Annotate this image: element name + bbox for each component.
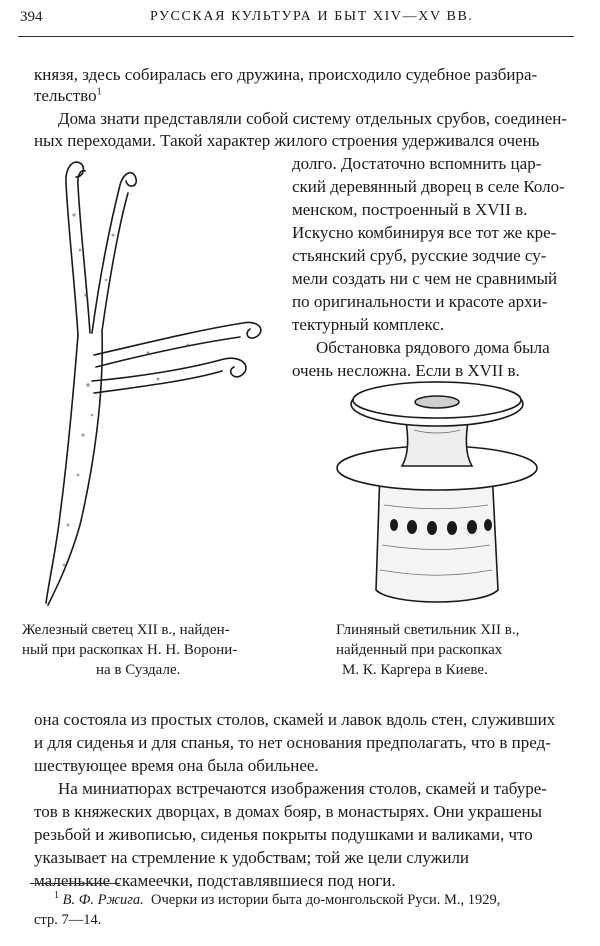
- figure-left-caption-line: Железный светец XII в., найден-: [22, 622, 230, 638]
- footnote-number: 1: [54, 890, 59, 902]
- footnote-author: В. Ф. Ржига.: [62, 892, 144, 908]
- text-line: тектурный комплекс.: [292, 315, 445, 334]
- text-line: резьбой и живописью, сиденья покрыты подушками и валиками, что: [34, 825, 533, 844]
- figure-left-caption-line: на в Суздале.: [96, 662, 181, 678]
- text-line: менском, построенный в XVII в.: [292, 200, 528, 219]
- text-line: указывает на стремление к удобствам; той же цели служили: [34, 848, 470, 867]
- figure-right-caption-line: М. К. Каргера в Киеве.: [342, 662, 488, 678]
- text-line: Искусно комбинируя все тот же кре-: [292, 223, 557, 242]
- footnote-rule: [30, 883, 120, 884]
- text-line: по оригинальности и красоте архи-: [292, 292, 548, 311]
- figure-right-caption-line: Глиняный светильник XII в.,: [336, 622, 520, 638]
- text-line: тельство$^1$: [34, 86, 102, 105]
- text-line: маленькие скамеечки, подставлявшиеся под ноги.: [34, 871, 396, 890]
- header-rule: [18, 36, 574, 37]
- text-line: На миниатюрах встречаются изображения столов, скамей и табуре-: [58, 779, 547, 798]
- iron-torch-holder-illustration: [28, 155, 273, 610]
- footnote: [54, 890, 500, 910]
- text-line: очень несложна. Если в XVII в.: [292, 361, 520, 380]
- text-line: тов в княжеских дворцах, в домах бояр, в монастырях. Они украшены: [34, 802, 543, 821]
- text-line: и для сиденья и для спанья, то нет основания предполагать, что в пред-: [34, 733, 551, 752]
- page-number: 394: [20, 9, 43, 25]
- footnote-text-line: стр. 7—14.: [34, 912, 102, 928]
- text-line: Дома знати представляли собой систему отдельных срубов, соединен-: [58, 109, 568, 128]
- text-line: Обстановка рядового дома была: [316, 338, 550, 357]
- footnote-text: Очерки из истории быта до-монгольской Руси. М., 1929,: [151, 892, 501, 908]
- text-line: мели создать ни с чем не сравнимый: [292, 269, 558, 288]
- text-line: стьянский сруб, русские зодчие су-: [292, 246, 547, 265]
- text-line: она состояла из простых столов, скамей и лавок вдоль стен, служивших: [34, 710, 556, 729]
- figure-left-caption-line: ный при раскопках Н. Н. Ворони-: [22, 642, 238, 658]
- figure-right-caption-line: найденный при раскопках: [336, 642, 503, 658]
- text-line: ский деревянный дворец в селе Коло-: [292, 177, 565, 196]
- text-line: шествующее время она была обильнее.: [34, 756, 319, 775]
- running-title: РУССКАЯ КУЛЬТУРА И БЫТ XIV—XV ВВ.: [150, 9, 474, 24]
- text-line: князя, здесь собиралась его дружина, происходило судебное разбира-: [34, 65, 538, 84]
- clay-lamp-illustration: [332, 370, 542, 610]
- footnote-marker: 1: [96, 86, 102, 98]
- text-line: ных переходами. Такой характер жилого строения удерживался очень: [34, 131, 540, 150]
- text-line: долго. Достаточно вспомнить цар-: [292, 154, 542, 173]
